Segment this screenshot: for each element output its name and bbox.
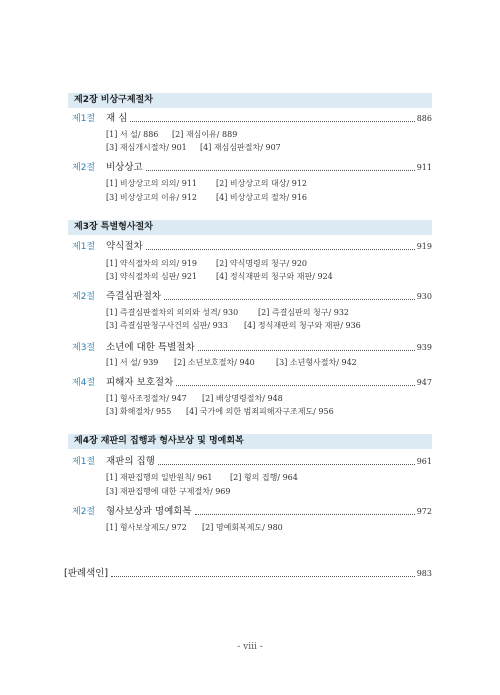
subsection-item: [3] 소년형사절차/ 942 xyxy=(276,358,357,367)
subsection-row xyxy=(106,192,426,204)
subsection-row xyxy=(106,522,426,534)
page-number: 919 xyxy=(416,242,432,251)
subsection-row xyxy=(106,320,426,332)
subsection-item: [1] 형사보상제도/ 972 xyxy=(106,523,187,532)
section-title: 즉결심판절차 xyxy=(106,291,162,302)
section-number: 제2절 xyxy=(72,163,96,173)
subsection-row xyxy=(106,258,426,270)
section-title: 형사보상과 명예회복 xyxy=(106,506,192,517)
subsection-item: [3] 재심개시절차/ 901 xyxy=(106,143,187,152)
leader-dots xyxy=(158,464,415,465)
subsection-item: [1] 형사조정절차/ 947 xyxy=(106,394,187,403)
subsection-item: [4] 재심심판절차/ 907 xyxy=(200,143,281,152)
subsection-row xyxy=(106,406,426,418)
section-number: 제1절 xyxy=(72,242,96,252)
leader-dots xyxy=(146,170,415,171)
subsection-item: [1] 서 설/ 886 xyxy=(106,130,159,139)
section-ch2-1[interactable] xyxy=(72,112,432,126)
subsection-item: [1] 즉결심판절차의 의의와 성격/ 930 xyxy=(106,308,239,317)
page-number: 911 xyxy=(416,163,432,172)
subsection-row xyxy=(106,271,426,283)
page-number: 886 xyxy=(416,114,432,123)
page-number: 939 xyxy=(416,343,432,352)
subsection-item: [2] 약식명령의 청구/ 920 xyxy=(216,259,308,268)
subsection-item: [4] 정식재판의 청구와 재판/ 936 xyxy=(244,321,361,330)
subsection-row xyxy=(106,357,426,369)
subsection-row xyxy=(106,472,426,484)
section-ch3-1[interactable] xyxy=(72,240,432,254)
subsection-item: [3] 즉결심판청구사건의 심판/ 933 xyxy=(106,321,228,330)
index-title: [판례색인] xyxy=(64,568,109,579)
page-number: 983 xyxy=(416,569,432,578)
page-number: 972 xyxy=(416,507,432,516)
section-number: 제3절 xyxy=(72,343,96,353)
subsection-item: [2] 즉결심판의 청구/ 932 xyxy=(258,308,350,317)
section-number: 제1절 xyxy=(72,457,96,467)
section-title: 재판의 집행 xyxy=(106,456,155,467)
section-ch4-2[interactable] xyxy=(72,505,432,519)
subsection-item: [2] 소년보호절차/ 940 xyxy=(174,358,255,367)
subsection-row xyxy=(106,178,426,190)
section-title: 약식절차 xyxy=(106,241,143,252)
chapter-3-heading: 제3장 특별형사절차 xyxy=(68,220,432,235)
section-title: 비상상고 xyxy=(106,162,143,173)
subsection-item: [2] 명예회복제도/ 980 xyxy=(202,523,283,532)
leader-dots xyxy=(111,576,415,577)
subsection-item: [3] 비상상고의 이유/ 912 xyxy=(106,193,198,202)
section-ch3-2[interactable] xyxy=(72,290,432,304)
subsection-item: [2] 재심이유/ 889 xyxy=(172,130,238,139)
subsection-item: [1] 서 설/ 939 xyxy=(106,358,159,367)
page-footer: - viii - xyxy=(237,642,263,652)
subsection-row xyxy=(106,129,426,141)
section-title: 재 심 xyxy=(106,113,128,124)
section-number: 제2절 xyxy=(72,292,96,302)
leader-dots xyxy=(195,514,415,515)
page-number: 961 xyxy=(416,457,432,466)
subsection-item: [1] 약식절차의 의의/ 919 xyxy=(106,259,198,268)
subsection-item: [4] 정식재판의 청구와 재판/ 924 xyxy=(216,272,333,281)
subsection-item: [4] 비상상고의 절차/ 916 xyxy=(216,193,308,202)
leader-dots xyxy=(164,299,415,300)
subsection-item: [3] 약식절차의 심판/ 921 xyxy=(106,272,198,281)
subsection-row xyxy=(106,486,426,498)
leader-dots xyxy=(146,249,415,250)
leader-dots xyxy=(198,350,415,351)
subsection-item: [3] 화해절차/ 955 xyxy=(106,407,172,416)
subsection-item: [2] 비상상고의 대상/ 912 xyxy=(216,179,308,188)
chapter-4-heading: 제4장 재판의 집행과 형사보상 및 명예회복 xyxy=(68,434,432,449)
section-title: 피해자 보호절차 xyxy=(106,377,174,388)
section-number: 제1절 xyxy=(72,114,96,124)
subsection-item: [2] 형의 집행/ 964 xyxy=(230,473,298,482)
subsection-item: [1] 재판집행의 일반원칙/ 961 xyxy=(106,473,213,482)
subsection-row xyxy=(106,393,426,405)
subsection-row xyxy=(106,142,426,154)
index-entry[interactable] xyxy=(64,567,432,581)
subsection-item: [3] 재판집행에 대한 구제절차/ 969 xyxy=(106,487,231,496)
section-ch3-3[interactable] xyxy=(72,341,432,355)
section-number: 제4절 xyxy=(72,378,96,388)
page-number: 930 xyxy=(416,292,432,301)
section-number: 제2절 xyxy=(72,507,96,517)
subsection-item: [1] 비상상고의 의의/ 911 xyxy=(106,179,198,188)
leader-dots xyxy=(176,385,414,386)
subsection-item: [2] 배상명령절차/ 948 xyxy=(202,394,283,403)
section-ch3-4[interactable] xyxy=(72,376,432,390)
section-ch4-1[interactable] xyxy=(72,455,432,469)
section-ch2-2[interactable] xyxy=(72,161,432,175)
chapter-2-heading: 제2장 비상구제절차 xyxy=(68,93,432,108)
subsection-row xyxy=(106,307,426,319)
leader-dots xyxy=(130,121,414,122)
section-title: 소년에 대한 특별절차 xyxy=(106,342,195,353)
subsection-item: [4] 국가에 의한 범죄피해자구조제도/ 956 xyxy=(186,407,334,416)
page-number: 947 xyxy=(416,378,432,387)
